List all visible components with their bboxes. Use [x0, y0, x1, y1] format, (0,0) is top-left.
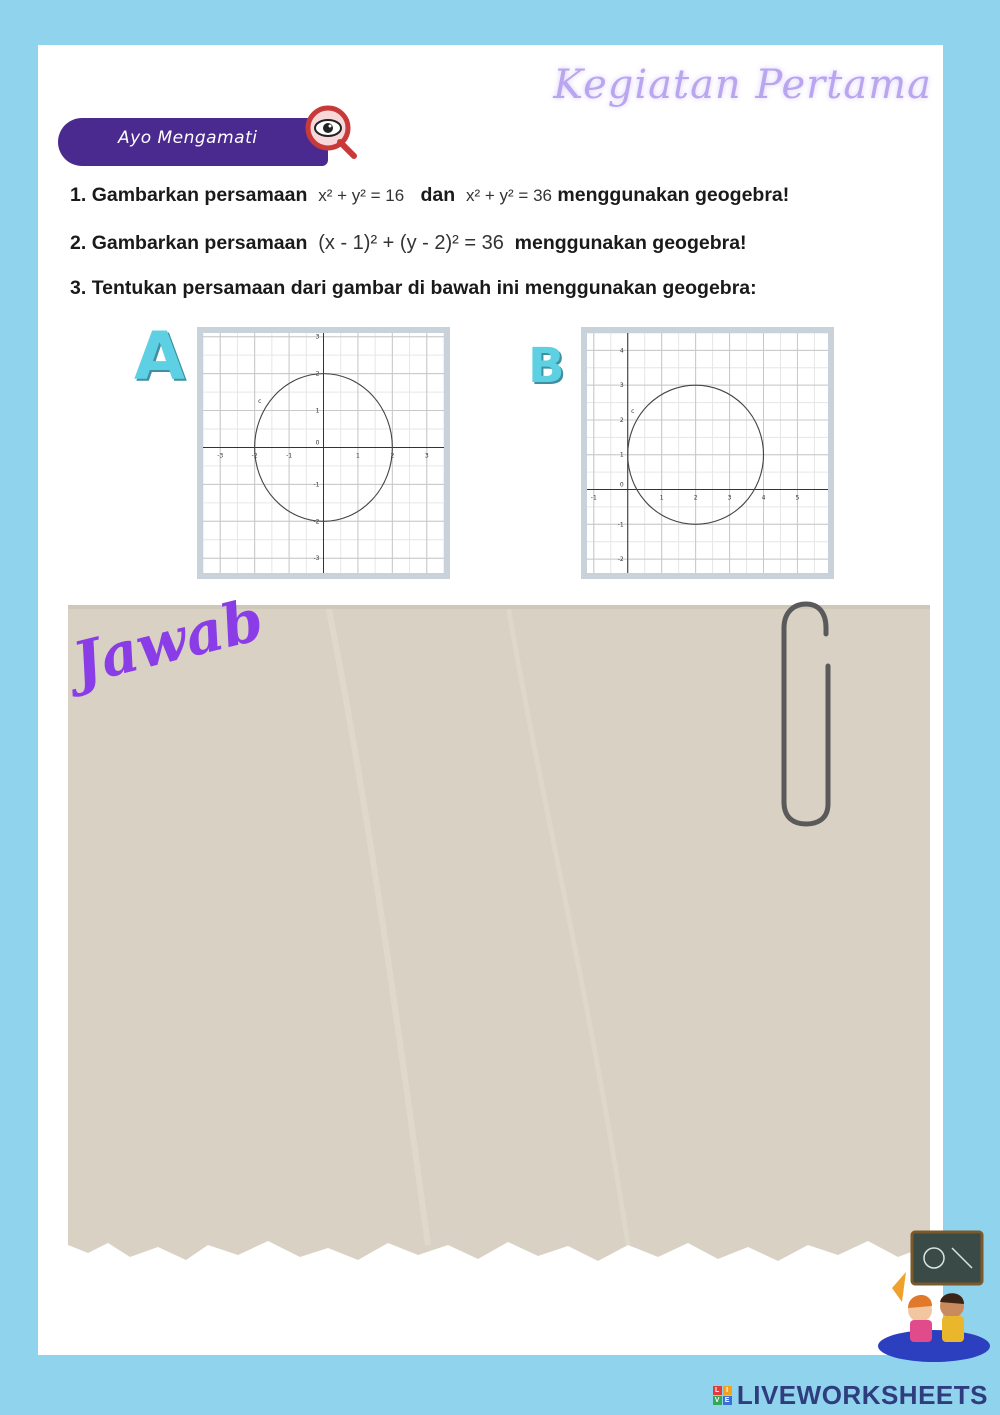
circle-label: c — [631, 408, 635, 415]
y-tick-label: 3 — [315, 333, 320, 341]
y-tick-label: 2 — [315, 370, 320, 378]
question-text: dan — [420, 184, 456, 206]
question-number: 3. — [70, 277, 87, 299]
answer-label: Jawab — [66, 585, 270, 698]
circle-plot-a — [203, 333, 444, 573]
y-tick-label: -1 — [617, 521, 624, 529]
page-title: Kegiatan Pertama — [553, 62, 932, 108]
y-tick-label: 0 — [315, 439, 320, 447]
y-tick-label: 3 — [619, 382, 624, 390]
figure-label-a: A — [134, 318, 186, 395]
y-tick-label: 2 — [619, 416, 624, 424]
question-1 — [70, 184, 789, 207]
y-tick-label: 1 — [619, 451, 624, 459]
question-text: Gambarkan persamaan — [91, 232, 308, 254]
y-tick-label: 4 — [619, 347, 624, 355]
equation: (x - 1)² + (y - 2)² = 36 — [318, 232, 504, 254]
x-tick-label: 3 — [727, 494, 732, 502]
x-tick-label: -1 — [286, 452, 293, 460]
question-text: Gambarkan persamaan — [91, 184, 308, 206]
question-text: menggunakan geogebra! — [514, 232, 747, 254]
x-tick-label: 2 — [693, 494, 698, 502]
frame-border-top — [0, 0, 1000, 12]
y-tick-label: 1 — [315, 407, 320, 415]
x-tick-label: 1 — [659, 494, 664, 502]
x-tick-label: -2 — [251, 452, 258, 460]
equation: x² + y² = 36 — [466, 186, 552, 205]
section-label: Ayo Mengamati — [118, 128, 258, 148]
equation: x² + y² = 16 — [318, 186, 405, 205]
y-tick-label: -2 — [313, 518, 320, 526]
x-tick-label: 3 — [424, 452, 429, 460]
question-text: Tentukan persamaan dari gambar di bawah ini menggunakan geogebra: — [91, 277, 757, 299]
figure-label-b: B — [528, 338, 565, 394]
figure-b-graph — [581, 327, 834, 579]
liveworksheets-logo: L I V E — [714, 1387, 730, 1404]
x-tick-label: -3 — [217, 452, 224, 460]
circle-label: c — [258, 398, 262, 406]
x-tick-label: -1 — [590, 494, 597, 502]
footer-brand — [713, 1380, 988, 1411]
x-tick-label: 2 — [390, 452, 395, 460]
question-number: 1. — [70, 184, 87, 206]
question-3 — [70, 277, 757, 300]
y-tick-label: -2 — [617, 556, 624, 564]
y-tick-label: -1 — [313, 481, 320, 489]
question-number: 2. — [70, 232, 87, 254]
paperclip-icon — [776, 598, 846, 828]
kids-learning-illustration — [872, 1228, 994, 1378]
y-tick-label: -3 — [313, 555, 320, 563]
circle-plot-b — [587, 333, 828, 573]
figure-a-graph — [197, 327, 450, 579]
x-tick-label: 5 — [795, 494, 800, 502]
y-tick-label: 0 — [619, 481, 624, 489]
brand-name: LIVEWORKSHEETS — [736, 1380, 988, 1410]
question-text: menggunakan geogebra! — [557, 184, 790, 206]
question-2 — [70, 232, 747, 255]
x-tick-label: 4 — [761, 494, 766, 502]
magnifier-eye-icon — [302, 104, 358, 160]
x-tick-label: 1 — [356, 452, 360, 460]
